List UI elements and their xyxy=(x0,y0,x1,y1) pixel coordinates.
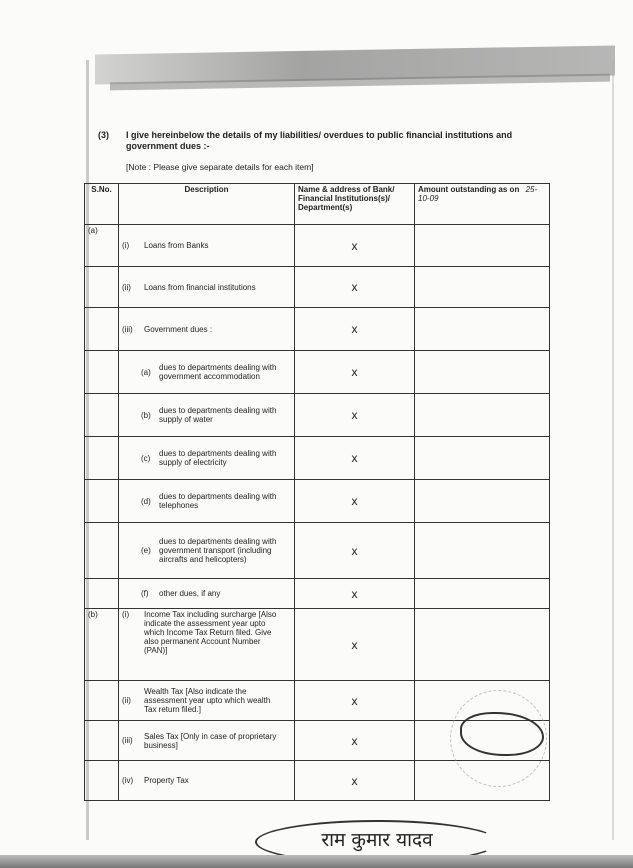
table-row xyxy=(85,480,550,523)
row-sno xyxy=(85,437,119,480)
row-amount xyxy=(415,308,550,351)
row-description xyxy=(119,225,295,267)
header-name-address: Name & address of Bank/ Financial Institutions(s)/ Department(s) xyxy=(295,184,415,225)
row-roman: (iii) xyxy=(122,735,133,745)
row-description xyxy=(119,579,295,609)
row-amount xyxy=(415,523,550,579)
row-sno xyxy=(85,480,119,523)
table-header-row xyxy=(85,184,550,225)
row-cross-mark: x xyxy=(295,480,415,523)
row-description-text: Sales Tax [Only in case of proprietary business] xyxy=(144,731,277,750)
row-description xyxy=(119,609,295,681)
row-sub-label: (c) xyxy=(141,453,151,463)
row-cross-mark: x xyxy=(295,681,415,721)
row-cross-mark: x xyxy=(295,579,415,609)
row-description-text: dues to departments dealing with supply of water xyxy=(159,406,277,424)
row-sub-label: (e) xyxy=(141,546,151,555)
row-sno xyxy=(85,523,119,579)
header-amount-label: Amount outstanding as on xyxy=(418,185,520,194)
note-text: [Note : Please give separate details for each item] xyxy=(126,162,314,172)
row-cross-mark: x xyxy=(295,267,415,308)
row-description-text: Property Tax xyxy=(144,776,189,785)
row-description-text: dues to departments dealing with telephones xyxy=(159,492,277,510)
row-cross-mark: x xyxy=(295,523,415,579)
row-sub-label: (b) xyxy=(141,410,151,420)
table-row xyxy=(85,351,550,394)
row-description-text: dues to departments dealing with supply of electricity xyxy=(159,449,277,467)
row-description xyxy=(119,681,295,721)
scan-bottom-edge xyxy=(0,855,633,868)
row-sno: (b) xyxy=(85,609,119,681)
table-row xyxy=(85,609,550,681)
table-row xyxy=(85,394,550,437)
row-amount xyxy=(415,579,550,609)
row-sno: (a) xyxy=(85,225,119,267)
row-roman: (iv) xyxy=(122,776,134,785)
row-description-text: Government dues : xyxy=(144,324,213,334)
row-description-text: Income Tax including surcharge [Also indicate the assessment year upto which Income Tax Return filed. Give also permanent Account Number (PAN)] xyxy=(144,610,277,655)
row-sno xyxy=(85,351,119,394)
row-cross-mark: x xyxy=(295,351,415,394)
row-roman: (iii) xyxy=(122,324,133,334)
header-amount xyxy=(415,184,550,225)
row-description xyxy=(119,480,295,523)
row-roman: (ii) xyxy=(122,282,131,292)
row-sub-label: (d) xyxy=(141,496,151,506)
row-description-text: other dues, if any xyxy=(159,589,221,599)
row-sno xyxy=(85,579,119,609)
page-edge-right xyxy=(612,60,614,840)
row-amount xyxy=(415,609,550,681)
row-amount xyxy=(415,225,550,267)
row-description xyxy=(119,761,295,801)
table-row xyxy=(85,308,550,351)
row-description xyxy=(119,308,295,351)
row-cross-mark: x xyxy=(295,225,415,267)
row-description-text: dues to departments dealing with government transport (including aircrafts and helicopters) xyxy=(159,537,277,564)
row-roman: (i) xyxy=(122,610,130,619)
row-description xyxy=(119,437,295,480)
row-description-text: Loans from financial institutions xyxy=(144,282,256,292)
table-row xyxy=(85,523,550,579)
row-amount xyxy=(415,437,550,480)
row-sno xyxy=(85,267,119,308)
row-cross-mark: x xyxy=(295,609,415,681)
header-amount-date: 25-10-09 xyxy=(418,185,538,203)
row-roman: (i) xyxy=(122,241,130,250)
row-amount xyxy=(415,351,550,394)
row-amount xyxy=(415,267,550,308)
row-sno xyxy=(85,761,119,801)
handwritten-signature: राम कुमार यादव xyxy=(255,820,499,864)
row-description-text: Loans from Banks xyxy=(144,241,209,250)
row-sub-label: (f) xyxy=(141,589,149,599)
row-description xyxy=(119,267,295,308)
row-cross-mark: x xyxy=(295,308,415,351)
header-description: Description xyxy=(119,184,295,225)
row-sno xyxy=(85,721,119,761)
row-sno xyxy=(85,308,119,351)
row-sno xyxy=(85,394,119,437)
section-heading-text: I give hereinbelow the details of my liabilities/ overdues to public financial institutions and government dues :- xyxy=(126,130,513,151)
table-row xyxy=(85,437,550,480)
row-description xyxy=(119,523,295,579)
row-description-text: dues to departments dealing with government accommodation xyxy=(159,363,277,381)
row-cross-mark: x xyxy=(295,761,415,801)
row-amount xyxy=(415,480,550,523)
row-amount xyxy=(415,394,550,437)
row-description xyxy=(119,394,295,437)
row-cross-mark: x xyxy=(295,721,415,761)
row-sno xyxy=(85,681,119,721)
table-row xyxy=(85,267,550,308)
section-number: (3) xyxy=(98,130,109,140)
row-cross-mark: x xyxy=(295,437,415,480)
table-row xyxy=(85,579,550,609)
row-description-text: Wealth Tax [Also indicate the assessment year upto which wealth Tax return filed.] xyxy=(144,687,271,714)
row-cross-mark: x xyxy=(295,394,415,437)
table-row xyxy=(85,225,550,267)
row-sub-label: (a) xyxy=(141,367,151,377)
row-description xyxy=(119,721,295,761)
row-description xyxy=(119,351,295,394)
row-roman: (ii) xyxy=(122,695,131,705)
header-sno: S.No. xyxy=(85,184,119,225)
